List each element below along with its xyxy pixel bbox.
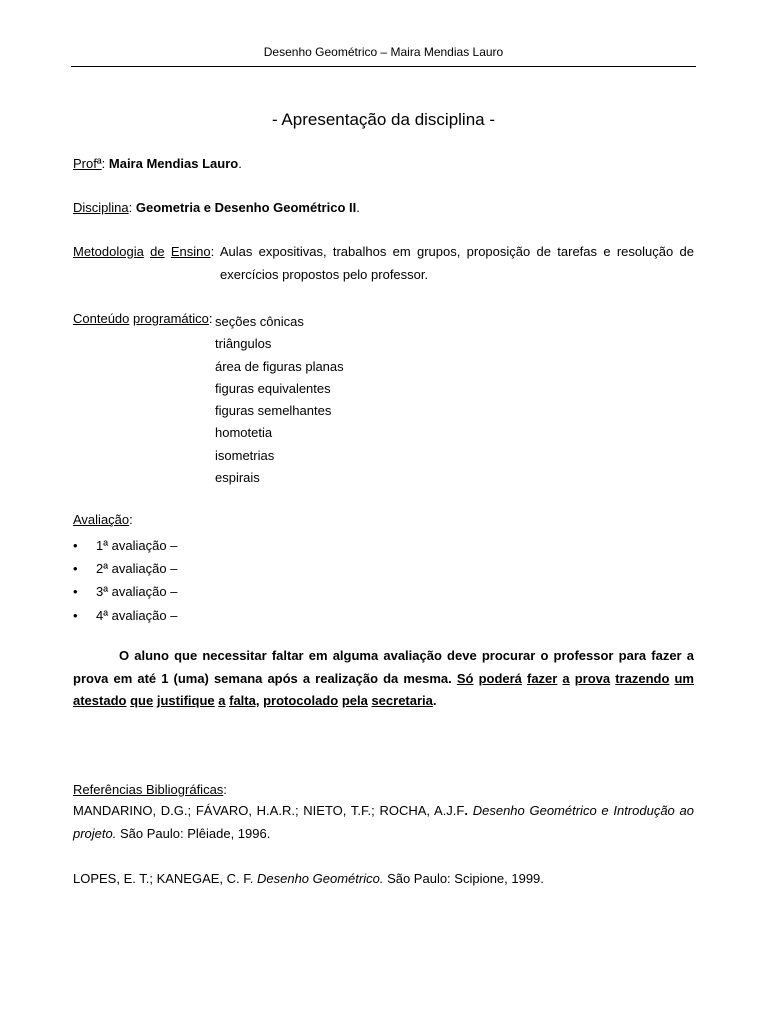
conteudo-label-word-2: programático — [133, 311, 209, 326]
notice-underlined-word: um — [674, 670, 694, 686]
conteudo-item: figuras semelhantes — [215, 403, 332, 419]
referencias-sep: : — [223, 782, 227, 797]
reference-1 — [73, 800, 694, 845]
bullet-icon: • — [73, 561, 78, 577]
conteudo-item: homotetia — [215, 425, 273, 441]
notice-underlined-word: Só — [456, 670, 474, 686]
metodologia-text-line-2: exercícios propostos pelo professor. — [220, 267, 429, 282]
notice-underlined-word: fazer — [526, 670, 558, 686]
avaliacao-item: 2ª avaliação – — [96, 561, 178, 577]
conteudo-item: seções cônicas — [215, 314, 304, 329]
notice-underlined-word: a — [218, 693, 226, 709]
metodologia-label-word-2: de — [150, 244, 165, 259]
conteudo-item: espirais — [215, 470, 260, 486]
notice-underlined-word: justifique — [156, 693, 215, 709]
conteudo-label-line — [73, 311, 213, 327]
disciplina-value: Geometria e Desenho Geométrico II — [135, 200, 357, 215]
reference-publisher: São Paulo: Scipione, 1999. — [383, 871, 544, 886]
notice-underlined-word: falta, — [229, 693, 260, 709]
disciplina-sep: : — [128, 200, 136, 215]
reference-publisher: São Paulo: Plêiade, 1996. — [116, 825, 271, 841]
avaliacao-item: 3ª avaliação – — [96, 584, 178, 600]
list-item — [73, 557, 177, 580]
list-item — [73, 604, 177, 627]
reference-2 — [73, 868, 694, 891]
professor-label: Profª — [73, 156, 102, 171]
conteudo-item: triângulos — [215, 336, 272, 352]
reference-authors: MANDARINO, D.G.; FÁVARO, H.A.R.; NIETO, T.F.; ROCHA, A.J.F — [73, 803, 465, 818]
reference-title: Desenho Geométrico e Introdução ao projeto. — [73, 803, 694, 841]
professor-line — [73, 156, 242, 172]
list-item — [73, 580, 177, 603]
notice-underlined-word: pela — [341, 693, 368, 709]
conteudo-item: figuras equivalentes — [215, 380, 331, 396]
notice-underlined-word: protocolado — [263, 693, 339, 709]
reference-dot: . — [464, 803, 468, 818]
avaliacao-sep: : — [129, 512, 133, 527]
metodologia-line-1 — [73, 244, 694, 260]
reference-authors: LOPES, E. T.; KANEGAE, C. F. — [73, 871, 257, 886]
professor-sep: : — [101, 156, 109, 171]
notice-underlined-word: que — [130, 693, 154, 709]
running-header: Desenho Geométrico – Maira Mendias Lauro — [263, 45, 504, 59]
metodologia-label-word-1: Metodologia — [73, 244, 144, 259]
disciplina-label: Disciplina — [73, 200, 129, 215]
avaliacao-label-line — [73, 512, 133, 528]
absence-notice — [73, 645, 694, 713]
notice-underlined-word: trazendo — [615, 670, 670, 686]
avaliacao-item: 1ª avaliação – — [96, 538, 178, 553]
avaliacao-item: 4ª avaliação – — [96, 607, 178, 623]
list-item — [73, 534, 177, 557]
notice-underlined-word: secretaria — [371, 693, 433, 709]
professor-name: Maira Mendias Lauro — [108, 156, 239, 171]
referencias-label: Referências Bibliográficas — [73, 782, 224, 797]
referencias-label-line — [73, 782, 227, 798]
metodologia-sep: : — [210, 244, 215, 259]
bullet-icon: • — [73, 607, 78, 623]
notice-underlined-word: poderá — [478, 670, 522, 686]
notice-underlined-word: a — [562, 670, 570, 686]
professor-end: . — [238, 156, 242, 171]
document-title: - Apresentação da disciplina - — [271, 110, 496, 129]
conteudo-list — [215, 311, 344, 489]
notice-underlined-word: prova — [574, 670, 611, 686]
notice-text: O aluno que necessitar faltar em alguma avaliação deve procurar o professor para fazer a prova em até 1 (uma) semana após a realização da mesma. — [73, 648, 694, 686]
disciplina-line — [73, 200, 360, 216]
conteudo-item: isometrias — [215, 447, 275, 463]
header-divider — [71, 66, 696, 67]
notice-underlined-word: atestado — [73, 693, 127, 709]
metodologia-label-word-3: Ensino — [170, 244, 211, 259]
reference-title: Desenho Geométrico. — [257, 871, 384, 886]
bullet-icon: • — [73, 584, 78, 600]
metodologia-text-line-1: Aulas expositivas, trabalhos em grupos, proposição de tarefas e resolução de — [219, 244, 694, 259]
notice-end: . — [432, 693, 437, 709]
avaliacao-list — [73, 534, 177, 627]
bullet-icon: • — [73, 538, 78, 553]
conteudo-sep: : — [208, 311, 213, 326]
conteudo-label-word-1: Conteúdo — [73, 311, 130, 326]
avaliacao-label: Avaliação — [73, 512, 130, 527]
disciplina-end: . — [356, 200, 360, 215]
conteudo-item: área de figuras planas — [215, 358, 344, 374]
